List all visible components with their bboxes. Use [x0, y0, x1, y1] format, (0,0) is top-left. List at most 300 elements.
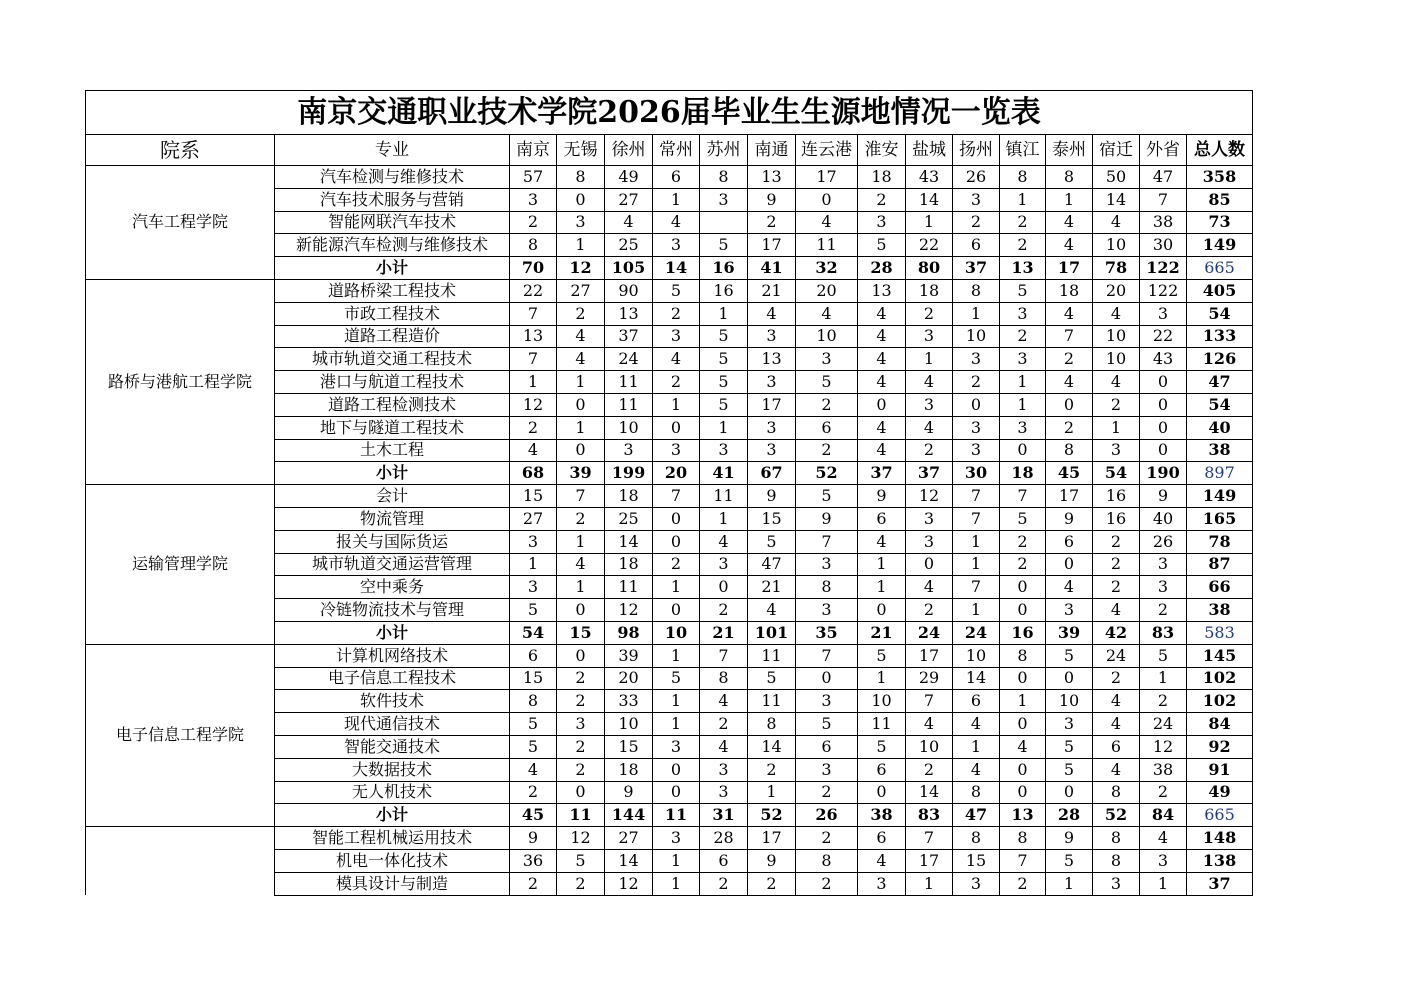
value-cell: 2 — [510, 781, 557, 804]
value-cell: 0 — [1000, 667, 1046, 690]
value-cell: 7 — [953, 485, 1000, 508]
value-cell: 7 — [1000, 849, 1046, 872]
value-cell: 8 — [796, 576, 858, 599]
total-cell: 87 — [1187, 553, 1253, 576]
value-cell: 8 — [1093, 781, 1140, 804]
value-cell: 4 — [1093, 690, 1140, 713]
subtotal-value: 17 — [1046, 257, 1093, 280]
value-cell: 43 — [1140, 348, 1187, 371]
value-cell: 9 — [748, 849, 796, 872]
header-region: 泰州 — [1046, 135, 1093, 166]
table-row — [86, 485, 1253, 508]
value-cell: 5 — [748, 530, 796, 553]
value-cell: 5 — [557, 849, 605, 872]
value-cell: 2 — [748, 211, 796, 234]
value-cell: 6 — [796, 416, 858, 439]
subtotal-value: 83 — [906, 804, 953, 827]
value-cell: 2 — [557, 690, 605, 713]
value-cell: 6 — [1046, 530, 1093, 553]
value-cell: 10 — [1093, 325, 1140, 348]
value-cell: 4 — [858, 416, 906, 439]
value-cell: 5 — [1046, 849, 1093, 872]
value-cell: 1 — [557, 530, 605, 553]
total-cell: 138 — [1187, 849, 1253, 872]
subtotal-value: 15 — [557, 621, 605, 644]
value-cell: 1 — [858, 667, 906, 690]
value-cell: 3 — [748, 325, 796, 348]
value-cell: 0 — [858, 599, 906, 622]
value-cell: 4 — [1046, 234, 1093, 257]
value-cell: 22 — [1140, 325, 1187, 348]
value-cell: 1 — [557, 416, 605, 439]
value-cell: 10 — [605, 416, 653, 439]
total-cell: 133 — [1187, 325, 1253, 348]
value-cell: 10 — [953, 325, 1000, 348]
total-cell: 78 — [1187, 530, 1253, 553]
value-cell: 27 — [605, 188, 653, 211]
value-cell: 2 — [557, 735, 605, 758]
header-region: 外省 — [1140, 135, 1187, 166]
value-cell: 1 — [557, 576, 605, 599]
table-row — [86, 644, 1253, 667]
subtotal-value: 24 — [906, 621, 953, 644]
value-cell: 2 — [1140, 690, 1187, 713]
value-cell: 2 — [1046, 416, 1093, 439]
subtotal-value: 28 — [858, 257, 906, 280]
value-cell: 10 — [1093, 234, 1140, 257]
total-cell: 73 — [1187, 211, 1253, 234]
subtotal-value: 13 — [1000, 257, 1046, 280]
value-cell: 7 — [700, 644, 748, 667]
value-cell: 4 — [700, 530, 748, 553]
value-cell: 7 — [906, 827, 953, 850]
value-cell: 26 — [953, 166, 1000, 189]
subtotal-value: 78 — [1093, 257, 1140, 280]
value-cell: 3 — [557, 713, 605, 736]
subtotal-value: 31 — [700, 804, 748, 827]
value-cell: 0 — [1046, 393, 1093, 416]
header-region: 苏州 — [700, 135, 748, 166]
value-cell: 8 — [557, 166, 605, 189]
subtotal-label: 小计 — [275, 462, 510, 485]
value-cell: 8 — [953, 781, 1000, 804]
value-cell: 3 — [653, 735, 700, 758]
value-cell: 0 — [796, 667, 858, 690]
value-cell: 8 — [510, 690, 557, 713]
value-cell: 15 — [953, 849, 1000, 872]
value-cell: 1 — [1093, 416, 1140, 439]
value-cell: 2 — [906, 599, 953, 622]
header-region: 盐城 — [906, 135, 953, 166]
dept-cell — [86, 827, 275, 895]
value-cell: 1 — [1140, 872, 1187, 895]
value-cell: 0 — [653, 507, 700, 530]
value-cell: 0 — [1046, 781, 1093, 804]
total-cell: 126 — [1187, 348, 1253, 371]
value-cell: 2 — [953, 211, 1000, 234]
value-cell: 3 — [653, 827, 700, 850]
value-cell: 1 — [510, 553, 557, 576]
subtotal-label: 小计 — [275, 804, 510, 827]
value-cell: 4 — [906, 371, 953, 394]
major-cell: 软件技术 — [275, 690, 510, 713]
major-cell: 新能源汽车检测与维修技术 — [275, 234, 510, 257]
value-cell: 5 — [1046, 735, 1093, 758]
value-cell: 1 — [700, 302, 748, 325]
subtotal-value: 101 — [748, 621, 796, 644]
value-cell: 4 — [953, 758, 1000, 781]
header-region: 连云港 — [796, 135, 858, 166]
value-cell: 11 — [796, 234, 858, 257]
value-cell: 2 — [700, 713, 748, 736]
total-cell: 85 — [1187, 188, 1253, 211]
total-cell: 66 — [1187, 576, 1253, 599]
subtotal-value: 16 — [700, 257, 748, 280]
subtotal-label: 小计 — [275, 621, 510, 644]
value-cell: 1 — [953, 530, 1000, 553]
value-cell: 3 — [653, 439, 700, 462]
value-cell: 0 — [953, 393, 1000, 416]
value-cell: 5 — [700, 348, 748, 371]
subtotal-value: 11 — [557, 804, 605, 827]
value-cell: 4 — [858, 325, 906, 348]
value-cell: 4 — [906, 416, 953, 439]
value-cell: 12 — [557, 827, 605, 850]
value-cell: 4 — [1093, 211, 1140, 234]
value-cell: 0 — [1140, 371, 1187, 394]
value-cell: 9 — [1046, 507, 1093, 530]
value-cell: 3 — [1140, 576, 1187, 599]
value-cell: 4 — [510, 758, 557, 781]
value-cell: 38 — [1140, 211, 1187, 234]
value-cell: 1 — [1140, 667, 1187, 690]
value-cell: 33 — [605, 690, 653, 713]
value-cell: 8 — [1000, 827, 1046, 850]
value-cell: 0 — [1140, 393, 1187, 416]
dept-cell: 汽车工程学院 — [86, 166, 275, 280]
value-cell: 21 — [748, 279, 796, 302]
value-cell: 3 — [1000, 302, 1046, 325]
value-cell: 17 — [748, 234, 796, 257]
value-cell: 1 — [653, 576, 700, 599]
value-cell: 1 — [653, 188, 700, 211]
value-cell: 4 — [1046, 576, 1093, 599]
value-cell: 4 — [653, 348, 700, 371]
subtotal-value: 30 — [953, 462, 1000, 485]
value-cell: 8 — [1000, 166, 1046, 189]
value-cell: 6 — [858, 827, 906, 850]
value-cell: 11 — [748, 690, 796, 713]
value-cell: 24 — [1093, 644, 1140, 667]
major-cell: 城市轨道交通工程技术 — [275, 348, 510, 371]
value-cell: 7 — [557, 485, 605, 508]
header-row — [86, 135, 1253, 166]
value-cell: 3 — [906, 393, 953, 416]
value-cell: 4 — [858, 849, 906, 872]
value-cell: 3 — [605, 439, 653, 462]
total-cell: 149 — [1187, 485, 1253, 508]
value-cell: 5 — [700, 371, 748, 394]
major-cell: 市政工程技术 — [275, 302, 510, 325]
value-cell: 6 — [1093, 735, 1140, 758]
value-cell: 14 — [1093, 188, 1140, 211]
value-cell: 7 — [510, 348, 557, 371]
value-cell: 2 — [796, 781, 858, 804]
value-cell: 3 — [906, 530, 953, 553]
value-cell: 3 — [796, 690, 858, 713]
value-cell: 11 — [700, 485, 748, 508]
value-cell: 17 — [906, 849, 953, 872]
value-cell: 2 — [557, 302, 605, 325]
value-cell: 5 — [1046, 758, 1093, 781]
subtotal-value: 98 — [605, 621, 653, 644]
value-cell: 10 — [605, 713, 653, 736]
subtotal-value: 14 — [653, 257, 700, 280]
major-cell: 机电一体化技术 — [275, 849, 510, 872]
value-cell: 2 — [858, 188, 906, 211]
subtotal-value: 45 — [510, 804, 557, 827]
dept-cell: 运输管理学院 — [86, 485, 275, 645]
value-cell: 4 — [796, 211, 858, 234]
value-cell: 1 — [557, 371, 605, 394]
value-cell: 3 — [953, 416, 1000, 439]
value-cell: 2 — [1140, 599, 1187, 622]
value-cell: 25 — [605, 507, 653, 530]
value-cell: 5 — [1046, 644, 1093, 667]
value-cell: 3 — [858, 872, 906, 895]
value-cell: 7 — [953, 507, 1000, 530]
value-cell: 5 — [1140, 644, 1187, 667]
value-cell: 9 — [510, 827, 557, 850]
value-cell: 0 — [557, 644, 605, 667]
value-cell: 12 — [906, 485, 953, 508]
value-cell: 6 — [510, 644, 557, 667]
value-cell: 0 — [653, 599, 700, 622]
value-cell: 25 — [605, 234, 653, 257]
total-cell: 102 — [1187, 690, 1253, 713]
header-region: 徐州 — [605, 135, 653, 166]
subtotal-value: 105 — [605, 257, 653, 280]
header-region: 扬州 — [953, 135, 1000, 166]
value-cell: 38 — [1140, 758, 1187, 781]
value-cell: 3 — [510, 530, 557, 553]
value-cell: 4 — [906, 713, 953, 736]
value-cell: 26 — [1140, 530, 1187, 553]
header-region: 常州 — [653, 135, 700, 166]
subtotal-value: 13 — [1000, 804, 1046, 827]
subtotal-value: 21 — [700, 621, 748, 644]
major-cell: 汽车技术服务与营销 — [275, 188, 510, 211]
value-cell: 9 — [858, 485, 906, 508]
value-cell: 17 — [1046, 485, 1093, 508]
value-cell: 14 — [906, 188, 953, 211]
header-region: 镇江 — [1000, 135, 1046, 166]
value-cell: 1 — [510, 371, 557, 394]
value-cell: 13 — [510, 325, 557, 348]
value-cell: 0 — [858, 781, 906, 804]
value-cell: 30 — [1140, 234, 1187, 257]
value-cell: 10 — [906, 735, 953, 758]
value-cell: 4 — [1093, 302, 1140, 325]
major-cell: 会计 — [275, 485, 510, 508]
value-cell: 39 — [605, 644, 653, 667]
total-cell: 149 — [1187, 234, 1253, 257]
value-cell: 2 — [700, 872, 748, 895]
value-cell: 4 — [858, 302, 906, 325]
value-cell: 10 — [796, 325, 858, 348]
value-cell: 4 — [953, 713, 1000, 736]
value-cell: 6 — [700, 849, 748, 872]
dept-cell: 路桥与港航工程学院 — [86, 279, 275, 484]
value-cell: 17 — [748, 393, 796, 416]
total-cell: 54 — [1187, 302, 1253, 325]
value-cell: 3 — [700, 758, 748, 781]
total-cell: 165 — [1187, 507, 1253, 530]
value-cell: 6 — [953, 690, 1000, 713]
subtotal-value: 47 — [953, 804, 1000, 827]
major-cell: 电子信息工程技术 — [275, 667, 510, 690]
subtotal-value: 21 — [858, 621, 906, 644]
value-cell: 3 — [700, 188, 748, 211]
value-cell: 1 — [653, 393, 700, 416]
major-cell: 港口与航道工程技术 — [275, 371, 510, 394]
value-cell: 3 — [1000, 348, 1046, 371]
value-cell: 8 — [796, 849, 858, 872]
value-cell: 13 — [748, 348, 796, 371]
value-cell: 2 — [953, 371, 1000, 394]
subtotal-value: 37 — [953, 257, 1000, 280]
value-cell: 24 — [605, 348, 653, 371]
subtotal-value: 39 — [1046, 621, 1093, 644]
value-cell: 4 — [748, 302, 796, 325]
value-cell: 3 — [796, 758, 858, 781]
value-cell: 5 — [510, 735, 557, 758]
subtotal-value: 41 — [748, 257, 796, 280]
value-cell: 2 — [510, 211, 557, 234]
subtotal-value: 52 — [748, 804, 796, 827]
value-cell: 4 — [700, 735, 748, 758]
value-cell: 0 — [1046, 553, 1093, 576]
major-cell: 现代通信技术 — [275, 713, 510, 736]
value-cell: 1 — [653, 849, 700, 872]
value-cell: 4 — [858, 371, 906, 394]
value-cell: 16 — [700, 279, 748, 302]
value-cell: 0 — [1140, 439, 1187, 462]
value-cell: 2 — [1000, 872, 1046, 895]
value-cell: 0 — [557, 393, 605, 416]
value-cell: 3 — [858, 211, 906, 234]
major-cell: 道路桥梁工程技术 — [275, 279, 510, 302]
value-cell: 1 — [557, 234, 605, 257]
value-cell: 20 — [796, 279, 858, 302]
value-cell: 50 — [1093, 166, 1140, 189]
value-cell: 4 — [1046, 302, 1093, 325]
total-cell: 38 — [1187, 599, 1253, 622]
subtotal-value: 190 — [1140, 462, 1187, 485]
value-cell: 17 — [748, 827, 796, 850]
value-cell: 1 — [1000, 371, 1046, 394]
value-cell: 4 — [557, 348, 605, 371]
value-cell: 4 — [1093, 599, 1140, 622]
value-cell: 2 — [1000, 530, 1046, 553]
value-cell: 9 — [1046, 827, 1093, 850]
value-cell: 1 — [953, 599, 1000, 622]
value-cell: 37 — [605, 325, 653, 348]
value-cell: 24 — [1140, 713, 1187, 736]
value-cell: 1 — [700, 416, 748, 439]
header-region: 淮安 — [858, 135, 906, 166]
value-cell: 90 — [605, 279, 653, 302]
value-cell: 3 — [748, 439, 796, 462]
value-cell: 4 — [1093, 371, 1140, 394]
value-cell: 0 — [557, 781, 605, 804]
value-cell: 1 — [700, 507, 748, 530]
value-cell: 5 — [796, 713, 858, 736]
table-row — [86, 279, 1253, 302]
value-cell: 0 — [1000, 599, 1046, 622]
value-cell: 1 — [748, 781, 796, 804]
value-cell: 4 — [1046, 371, 1093, 394]
value-cell: 0 — [1046, 667, 1093, 690]
value-cell: 8 — [953, 279, 1000, 302]
value-cell: 4 — [906, 576, 953, 599]
value-cell: 2 — [1000, 325, 1046, 348]
subtotal-value: 54 — [1093, 462, 1140, 485]
subtotal-value: 24 — [953, 621, 1000, 644]
major-cell: 物流管理 — [275, 507, 510, 530]
value-cell: 9 — [748, 485, 796, 508]
value-cell: 5 — [510, 713, 557, 736]
value-cell: 21 — [748, 576, 796, 599]
value-cell: 28 — [700, 827, 748, 850]
value-cell: 4 — [700, 690, 748, 713]
value-cell: 5 — [858, 644, 906, 667]
value-cell: 9 — [748, 188, 796, 211]
value-cell: 2 — [1093, 393, 1140, 416]
title-row — [86, 91, 1253, 135]
total-cell: 145 — [1187, 644, 1253, 667]
value-cell: 3 — [1140, 553, 1187, 576]
subtotal-value: 20 — [653, 462, 700, 485]
value-cell: 27 — [557, 279, 605, 302]
value-cell: 0 — [1000, 439, 1046, 462]
subtotal-value: 41 — [700, 462, 748, 485]
value-cell: 2 — [557, 507, 605, 530]
value-cell: 1 — [653, 872, 700, 895]
value-cell: 15 — [510, 667, 557, 690]
value-cell: 12 — [605, 599, 653, 622]
value-cell: 4 — [1140, 827, 1187, 850]
value-cell: 8 — [953, 827, 1000, 850]
total-cell: 91 — [1187, 758, 1253, 781]
header-region: 无锡 — [557, 135, 605, 166]
value-cell: 1 — [653, 690, 700, 713]
header-region: 南京 — [510, 135, 557, 166]
table-row — [86, 166, 1253, 189]
major-cell: 城市轨道交通运营管理 — [275, 553, 510, 576]
value-cell: 5 — [700, 393, 748, 416]
total-cell: 37 — [1187, 872, 1253, 895]
value-cell: 11 — [605, 393, 653, 416]
value-cell: 18 — [906, 279, 953, 302]
subtotal-total: 583 — [1187, 621, 1253, 644]
subtotal-value: 11 — [653, 804, 700, 827]
value-cell: 4 — [1000, 735, 1046, 758]
value-cell: 20 — [1093, 279, 1140, 302]
value-cell: 7 — [1000, 485, 1046, 508]
total-cell: 358 — [1187, 166, 1253, 189]
value-cell: 3 — [700, 553, 748, 576]
